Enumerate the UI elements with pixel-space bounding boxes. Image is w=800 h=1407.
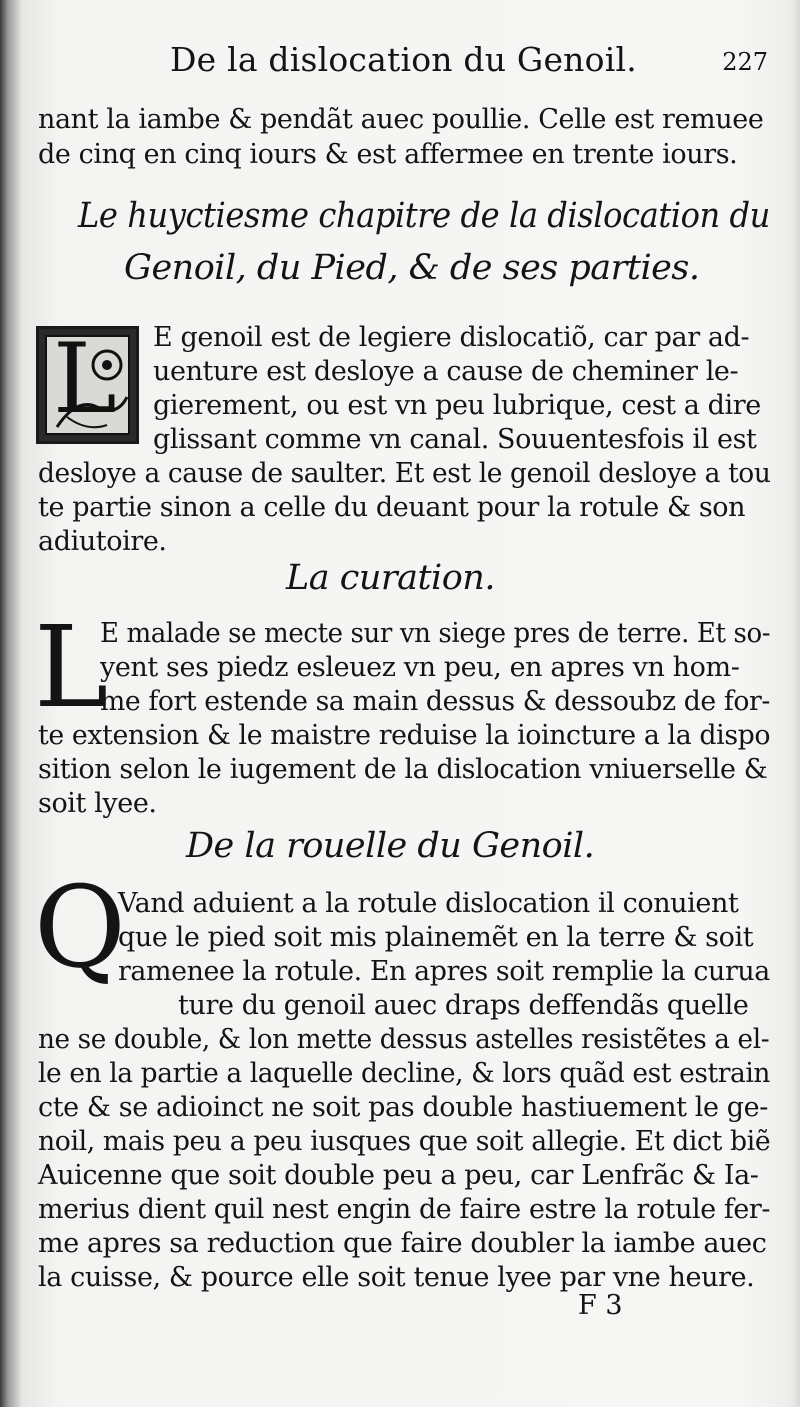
signature-mark: F 3: [578, 1290, 623, 1321]
page-number: 227: [722, 48, 768, 76]
text-line: gierement, ou est vn peu lubrique, cest a dire: [153, 390, 761, 421]
running-title: De la dislocation du Genoil.: [170, 40, 637, 79]
text-line: adiutoire.: [38, 526, 167, 557]
text-line: yent ses piedz esleuez vn peu, en apres vn hom-: [100, 652, 740, 683]
text-line: cte & se adioinct ne soit pas double hastiuement le ge-: [38, 1092, 768, 1123]
text-line: ne se double, & lon mette dessus astelles resistẽtes a el-: [38, 1024, 770, 1055]
chapter-heading: Le huyctiesme chapitre de la dislocation du: [78, 196, 770, 236]
text-line: E malade se mecte sur vn siege pres de terre. Et so-: [100, 618, 771, 649]
text-line: soit lyee.: [38, 788, 157, 819]
text-line: ramenee la rotule. En apres soit remplie la curua: [118, 956, 770, 987]
decorated-initial-letter: L: [53, 323, 117, 435]
text-line: que le pied soit mis plainemẽt en la terre & soit: [118, 922, 754, 953]
text-line: ture du genoil auec draps deffendãs quelle: [178, 990, 749, 1021]
text-line: Auicenne que soit double peu a peu, car Lenfrãc & Ia-: [38, 1160, 759, 1191]
text-line: te extension & le maistre reduise la ioincture a la dispo: [38, 720, 771, 751]
text-line: merius dient quil nest engin de faire estre la rotule fer-: [38, 1194, 771, 1225]
section-heading: De la rouelle du Genoil.: [186, 826, 595, 866]
text-line: la cuisse, & pource elle soit tenue lyee par vne heure.: [38, 1262, 755, 1293]
text-line: de cinq en cinq iours & est affermee en trente iours.: [38, 139, 738, 170]
decorated-initial: [36, 323, 139, 444]
text-line: me apres sa reduction que faire doubler la iambe auec: [38, 1228, 767, 1259]
text-line: sition selon le iugement de la dislocation vniuerselle &: [38, 754, 768, 785]
text-line: nant la iambe & pendãt auec poullie. Celle est remuee: [38, 104, 764, 135]
text-line: le en la partie a laquelle decline, & lors quãd est estrain: [38, 1058, 771, 1089]
running-head: [0, 40, 800, 84]
drop-cap: Q: [34, 863, 126, 993]
text-line: te partie sinon a celle du deuant pour la rotule & son: [38, 492, 746, 523]
text-line: me fort estende sa main dessus & dessoubz de for-: [100, 686, 771, 717]
section-heading: La curation.: [286, 558, 495, 598]
text-line: noil, mais peu a peu iusques que soit allegie. Et dict biẽ: [38, 1126, 771, 1157]
drop-cap: L: [34, 603, 109, 733]
text-line: Vand aduient a la rotule dislocation il conuient: [118, 888, 739, 919]
text-line: uenture est desloye a cause de cheminer le-: [153, 356, 739, 387]
text-line: E genoil est de legiere dislocatiõ, car par ad-: [153, 322, 750, 353]
text-line: desloye a cause de saulter. Et est le genoil desloye a tou: [38, 458, 771, 489]
text-line: glissant comme vn canal. Souuentesfois il est: [153, 424, 757, 455]
chapter-heading: Genoil, du Pied, & de ses parties.: [124, 248, 700, 288]
